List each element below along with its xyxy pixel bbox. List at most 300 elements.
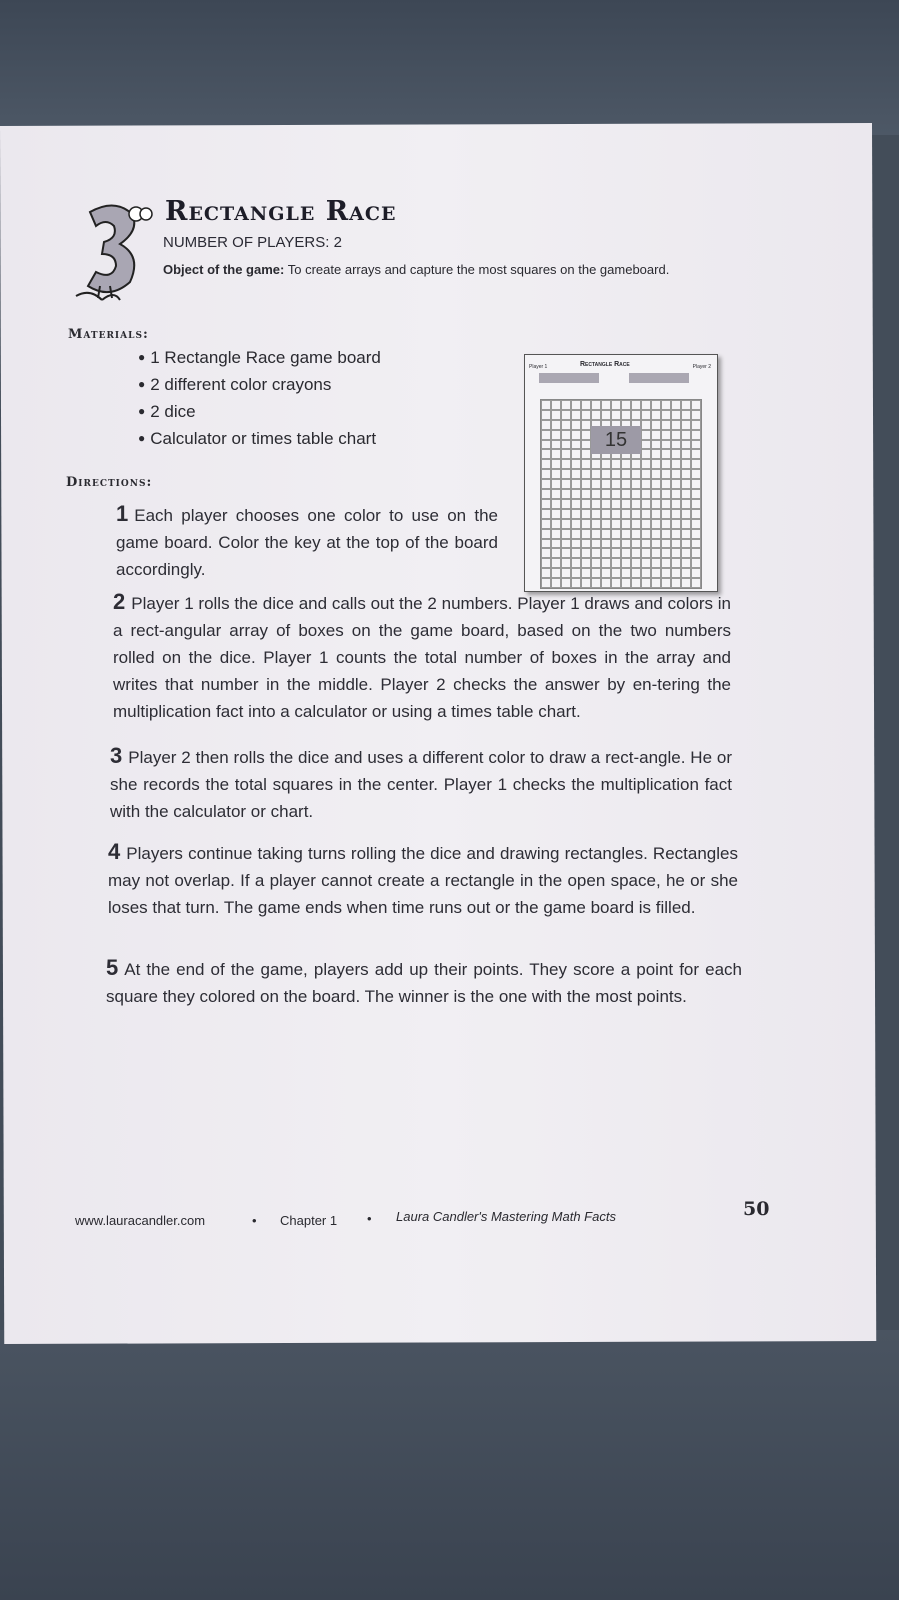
step-number: 1	[116, 501, 129, 526]
paper-page	[0, 123, 876, 1344]
grid-cell	[571, 489, 581, 499]
grid-cell	[691, 539, 701, 549]
grid-cell	[621, 519, 631, 529]
grid-cell	[651, 499, 661, 509]
grid-cell	[661, 479, 671, 489]
grid-cell	[581, 519, 591, 529]
grid-cell	[631, 479, 641, 489]
material-item: ● 2 dice	[138, 402, 381, 429]
grid-cell	[681, 459, 691, 469]
grid-cell	[651, 548, 661, 558]
grid-cell	[541, 499, 551, 509]
grid-cell	[551, 548, 561, 558]
grid-cell	[661, 578, 671, 588]
page-number: 50	[743, 1198, 770, 1220]
grid-cell	[591, 558, 601, 568]
object-of-game	[163, 262, 669, 277]
grid-cell	[681, 509, 691, 519]
step-number: 2	[113, 589, 126, 614]
grid-cell	[681, 420, 691, 430]
grid-cell	[691, 529, 701, 539]
grid-cell	[641, 558, 651, 568]
grid-cell	[691, 489, 701, 499]
grid-cell	[571, 519, 581, 529]
grid-cell	[661, 499, 671, 509]
grid-cell	[561, 469, 571, 479]
direction-step-1	[116, 500, 498, 583]
grid-cell	[631, 509, 641, 519]
grid-cell	[571, 539, 581, 549]
grid-cell	[661, 558, 671, 568]
grid-cell	[641, 400, 651, 410]
grid-cell	[671, 519, 681, 529]
grid-cell	[641, 410, 651, 420]
grid-cell	[691, 459, 701, 469]
grid-cell	[541, 479, 551, 489]
grid-cell	[661, 509, 671, 519]
grid-cell	[611, 539, 621, 549]
grid-cell	[631, 499, 641, 509]
grid-cell	[681, 400, 691, 410]
grid-cell	[671, 459, 681, 469]
material-item: ● Calculator or times table chart	[138, 429, 381, 456]
grid-cell	[671, 410, 681, 420]
grid-cell	[621, 558, 631, 568]
material-item: ● 2 different color crayons	[138, 375, 381, 402]
grid-cell	[621, 548, 631, 558]
grid-cell	[651, 400, 661, 410]
footer-sep: •	[367, 1211, 372, 1226]
grid-cell	[681, 568, 691, 578]
grid-cell	[691, 440, 701, 450]
grid-cell	[541, 410, 551, 420]
grid-cell	[611, 499, 621, 509]
grid-cell	[631, 459, 641, 469]
grid-cell	[541, 449, 551, 459]
grid-cell	[691, 479, 701, 489]
grid-cell	[691, 578, 701, 588]
grid-cell	[631, 529, 641, 539]
grid-cell	[611, 459, 621, 469]
grid-cell	[641, 469, 651, 479]
grid-cell	[541, 440, 551, 450]
grid-cell	[661, 430, 671, 440]
grid-cell	[671, 548, 681, 558]
grid-cell	[691, 568, 701, 578]
grid-cell	[651, 509, 661, 519]
grid-cell	[621, 479, 631, 489]
grid-cell	[651, 529, 661, 539]
grid-cell	[671, 420, 681, 430]
grid-cell	[621, 578, 631, 588]
grid-cell	[631, 469, 641, 479]
step-number: 4	[108, 839, 121, 864]
grid-cell	[581, 568, 591, 578]
game-board-thumbnail	[524, 354, 718, 592]
background-bottom	[0, 1330, 899, 1600]
number-of-players: NUMBER OF PLAYERS: 2	[163, 234, 342, 251]
grid-cell	[621, 469, 631, 479]
grid-cell	[591, 499, 601, 509]
grid-cell	[591, 529, 601, 539]
grid-cell	[541, 459, 551, 469]
step-number: 3	[110, 743, 123, 768]
grid-cell	[641, 430, 651, 440]
grid-cell	[541, 430, 551, 440]
grid-cell	[611, 558, 621, 568]
grid-cell	[591, 489, 601, 499]
grid-cell	[551, 459, 561, 469]
grid-cell	[621, 509, 631, 519]
grid-cell	[611, 519, 621, 529]
grid-cell	[641, 489, 651, 499]
grid-cell	[621, 539, 631, 549]
grid-cell	[581, 400, 591, 410]
grid-cell	[581, 548, 591, 558]
grid-cell	[681, 578, 691, 588]
grid-cell	[571, 469, 581, 479]
grid-cell	[561, 558, 571, 568]
grid-cell	[651, 479, 661, 489]
grid-cell	[601, 578, 611, 588]
footer-book: Laura Candler's Mastering Math Facts	[396, 1209, 616, 1224]
grid-cell	[561, 519, 571, 529]
grid-cell	[561, 410, 571, 420]
materials-heading: Materials:	[68, 327, 149, 342]
grid-cell	[671, 529, 681, 539]
grid-cell	[561, 449, 571, 459]
grid-cell	[641, 548, 651, 558]
grid-cell	[651, 519, 661, 529]
grid-cell	[631, 410, 641, 420]
direction-step-3	[110, 742, 732, 825]
grid-cell	[691, 420, 701, 430]
grid-cell	[641, 479, 651, 489]
grid-cell	[651, 558, 661, 568]
direction-step-4	[108, 838, 738, 921]
object-label: Object of the game:	[163, 262, 285, 277]
grid-cell	[661, 440, 671, 450]
grid-cell	[591, 548, 601, 558]
grid-cell	[681, 558, 691, 568]
grid-cell	[611, 469, 621, 479]
grid-cell	[641, 539, 651, 549]
grid-cell	[571, 459, 581, 469]
grid-cell	[621, 410, 631, 420]
grid-cell	[581, 469, 591, 479]
grid-cell	[581, 459, 591, 469]
grid-cell	[571, 430, 581, 440]
grid-cell	[681, 430, 691, 440]
materials-list	[138, 348, 381, 456]
footer-site: www.lauracandler.com	[75, 1213, 206, 1228]
directions-heading: Directions:	[66, 475, 153, 490]
step-text: Player 1 rolls the dice and calls out the 2 numbers. Player 1 draws and colors in a rect-angular array of boxes on the game board, based on the two numbers rolled on the dice. Player 1 counts the total number of boxes in the array and writes that number in the middle. Player 2 checks the answer by en-tering the multiplication fact into a calculator or using a times table chart.	[113, 594, 731, 721]
grid-cell	[551, 420, 561, 430]
grid-cell	[661, 459, 671, 469]
thumb-player1-label: Player 1	[529, 364, 548, 370]
grid-cell	[651, 578, 661, 588]
grid-cell	[611, 578, 621, 588]
grid-cell	[601, 499, 611, 509]
grid-cell	[591, 539, 601, 549]
grid-cell	[571, 509, 581, 519]
grid-cell	[581, 430, 591, 440]
grid-cell	[551, 479, 561, 489]
grid-cell	[641, 509, 651, 519]
grid-cell	[551, 410, 561, 420]
grid-cell	[571, 558, 581, 568]
grid-cell	[581, 529, 591, 539]
grid-cell	[591, 469, 601, 479]
grid-cell	[671, 489, 681, 499]
grid-cell	[651, 469, 661, 479]
grid-cell	[551, 449, 561, 459]
grid-cell	[691, 499, 701, 509]
grid-cell	[621, 499, 631, 509]
grid-cell	[661, 400, 671, 410]
grid-cell	[621, 529, 631, 539]
page-title: Rectangle Race	[165, 196, 397, 227]
grid-cell	[661, 449, 671, 459]
grid-cell	[581, 449, 591, 459]
grid-cell	[561, 578, 571, 588]
grid-cell	[551, 489, 561, 499]
direction-step-2	[113, 588, 731, 725]
grid-cell	[551, 578, 561, 588]
grid-cell	[551, 539, 561, 549]
grid-cell	[681, 499, 691, 509]
grid-cell	[641, 420, 651, 430]
grid-cell	[551, 529, 561, 539]
grid-cell	[671, 539, 681, 549]
grid-cell	[571, 548, 581, 558]
grid-cell	[631, 519, 641, 529]
grid-cell	[631, 548, 641, 558]
grid-cell	[691, 519, 701, 529]
grid-cell	[561, 499, 571, 509]
grid-cell	[601, 568, 611, 578]
grid-cell	[591, 479, 601, 489]
grid-cell	[611, 400, 621, 410]
array-total: 15	[591, 426, 641, 454]
grid-cell	[651, 568, 661, 578]
grid-cell	[691, 558, 701, 568]
grid-cell	[551, 519, 561, 529]
grid-cell	[671, 400, 681, 410]
material-item: ● 1 Rectangle Race game board	[138, 348, 381, 375]
grid-cell	[611, 509, 621, 519]
grid-cell	[681, 449, 691, 459]
grid-cell	[651, 539, 661, 549]
grid-cell	[551, 430, 561, 440]
grid-cell	[571, 410, 581, 420]
grid-cell	[541, 529, 551, 539]
grid-cell	[541, 469, 551, 479]
background-top	[0, 0, 899, 135]
grid-cell	[561, 400, 571, 410]
grid-cell	[591, 519, 601, 529]
grid-cell	[571, 578, 581, 588]
grid-cell	[551, 568, 561, 578]
grid-cell	[611, 568, 621, 578]
grid-cell	[591, 400, 601, 410]
grid-cell	[591, 578, 601, 588]
grid-cell	[671, 469, 681, 479]
grid-cell	[661, 568, 671, 578]
grid-cell	[591, 509, 601, 519]
grid-cell	[681, 489, 691, 499]
grid-cell	[541, 519, 551, 529]
grid-cell	[681, 519, 691, 529]
grid-cell	[631, 578, 641, 588]
grid-cell	[571, 420, 581, 430]
grid-cell	[641, 459, 651, 469]
grid-cell	[591, 459, 601, 469]
grid-cell	[671, 568, 681, 578]
grid-cell	[691, 430, 701, 440]
grid-cell	[641, 519, 651, 529]
grid-cell	[581, 420, 591, 430]
grid-cell	[661, 539, 671, 549]
grid-cell	[681, 469, 691, 479]
grid-cell	[541, 420, 551, 430]
grid-cell	[541, 489, 551, 499]
grid-cell	[541, 548, 551, 558]
grid-cell	[551, 558, 561, 568]
grid-cell	[671, 479, 681, 489]
grid-cell	[611, 529, 621, 539]
grid-cell	[691, 410, 701, 420]
grid-cell	[671, 558, 681, 568]
grid-cell	[571, 440, 581, 450]
grid-cell	[651, 410, 661, 420]
footer-chapter: Chapter 1	[280, 1213, 338, 1228]
grid-cell	[681, 440, 691, 450]
grid-cell	[561, 548, 571, 558]
grid-cell	[611, 479, 621, 489]
grid-cell	[611, 548, 621, 558]
grid-cell	[561, 529, 571, 539]
grid-cell	[671, 578, 681, 588]
step-text: Player 2 then rolls the dice and uses a different color to draw a rect-angle. He or she records the total squares in the center. Player 1 checks the multiplication fact with the calculator or chart.	[110, 748, 732, 821]
grid-cell	[541, 509, 551, 519]
grid-cell	[571, 400, 581, 410]
grid-cell	[551, 469, 561, 479]
grid-cell	[571, 499, 581, 509]
grid-cell	[671, 509, 681, 519]
grid-cell	[571, 449, 581, 459]
grid-cell	[671, 499, 681, 509]
grid-cell	[651, 420, 661, 430]
grid-cell	[581, 578, 591, 588]
grid-cell	[691, 400, 701, 410]
object-text: To create arrays and capture the most squares on the gameboard.	[287, 262, 670, 277]
grid-cell	[601, 558, 611, 568]
grid-cell	[621, 400, 631, 410]
grid-cell	[681, 548, 691, 558]
grid-cell	[591, 568, 601, 578]
grid-cell	[551, 440, 561, 450]
grid-cell	[551, 499, 561, 509]
grid-cell	[601, 459, 611, 469]
thumb-title: Rectangle Race	[580, 361, 630, 368]
grid-cell	[651, 440, 661, 450]
grid-cell	[621, 459, 631, 469]
grid-cell	[601, 400, 611, 410]
grid-cell	[611, 410, 621, 420]
grid-cell	[561, 430, 571, 440]
grid-cell	[631, 400, 641, 410]
grid-cell	[581, 539, 591, 549]
grid-cell	[631, 539, 641, 549]
grid-cell	[631, 489, 641, 499]
footer-sep: •	[252, 1213, 257, 1228]
grid-cell	[591, 410, 601, 420]
grid-cell	[691, 449, 701, 459]
grid-cell	[601, 410, 611, 420]
grid-cell	[661, 529, 671, 539]
grid-cell	[671, 449, 681, 459]
grid-cell	[611, 489, 621, 499]
grid-cell	[561, 568, 571, 578]
grid-cell	[561, 509, 571, 519]
grid-cell	[601, 469, 611, 479]
grid-cell	[651, 430, 661, 440]
grid-cell	[601, 539, 611, 549]
grid-cell	[561, 440, 571, 450]
grid-cell	[661, 420, 671, 430]
grid-cell	[561, 420, 571, 430]
grid-cell	[661, 489, 671, 499]
grid-cell	[601, 509, 611, 519]
grid-cell	[631, 568, 641, 578]
grid-cell	[561, 539, 571, 549]
grid-cell	[601, 479, 611, 489]
grid-cell	[641, 440, 651, 450]
grid-cell	[641, 578, 651, 588]
grid-cell	[571, 479, 581, 489]
grid-cell	[681, 479, 691, 489]
grid-cell	[581, 479, 591, 489]
grid-cell	[691, 548, 701, 558]
grid-cell	[561, 489, 571, 499]
direction-step-5	[106, 954, 742, 1010]
grid-cell	[691, 469, 701, 479]
grid-cell	[661, 548, 671, 558]
grid-cell	[691, 509, 701, 519]
grid-cell	[541, 578, 551, 588]
grid-cell	[661, 469, 671, 479]
grid-cell	[641, 449, 651, 459]
grid-cell	[551, 509, 561, 519]
grid-cell	[581, 509, 591, 519]
step-text: At the end of the game, players add up their points. They score a point for each square they colored on the board. The winner is the one with the most points.	[106, 960, 742, 1006]
grid-cell	[621, 568, 631, 578]
grid-cell	[541, 539, 551, 549]
grid-cell	[541, 400, 551, 410]
step-number: 5	[106, 955, 119, 980]
step-text: Each player chooses one color to use on the game board. Color the key at the top of the board accordingly.	[116, 506, 498, 579]
grid-cell	[551, 400, 561, 410]
grid-cell	[661, 410, 671, 420]
grid-cell	[631, 558, 641, 568]
grid-cell	[641, 529, 651, 539]
grid-cell	[621, 489, 631, 499]
grid-cell	[681, 529, 691, 539]
step-text: Players continue taking turns rolling the dice and drawing rectangles. Rectangles may not overlap. If a player cannot create a rectangle in the open space, he or she loses that turn. The game ends when time runs out or the game board is filled.	[108, 844, 738, 917]
grid-cell	[541, 558, 551, 568]
